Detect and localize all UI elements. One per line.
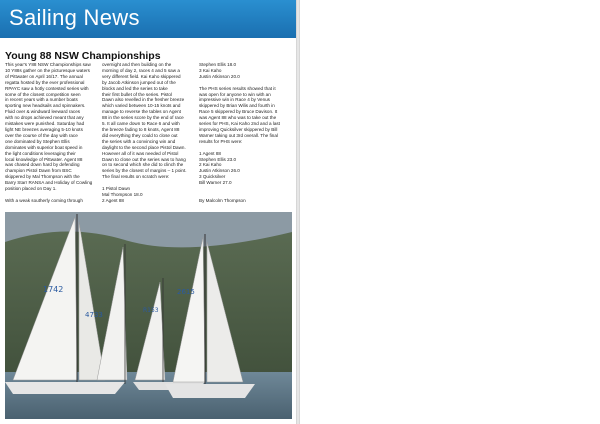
text-line: Justin Atkinson 20.0: [199, 73, 240, 79]
text-line: improving Quicksilver skippered by Bill: [199, 126, 278, 132]
banner-title: Sailing News: [9, 5, 140, 30]
text-line: on to second which she did to clinch the: [102, 162, 184, 168]
text-line: the series with a convincing win and: [102, 138, 176, 144]
text-line: light NE breezes averaging 5-10 knots: [5, 126, 83, 132]
text-line: was open for anyone to win with an: [199, 91, 271, 97]
text-line: 88 in the series score by the end of race: [102, 115, 184, 121]
text-line: sporting new headsails and spinnakers.: [5, 103, 86, 109]
right-page: [300, 0, 600, 424]
text-line: 1 Agent 88: [199, 150, 221, 156]
text-line: Mal Thompson 18.0: [102, 191, 143, 197]
text-line: 10 Y88s gather on the picturesque waters: [5, 67, 90, 73]
text-line: Dawn also revelled in the fresher breeze: [102, 97, 185, 103]
text-line: the light conditions leveraging their: [5, 150, 76, 156]
text-line: 2 Kai Kaho: [199, 162, 222, 168]
text-line: blocks and led the series to take: [102, 85, 168, 91]
text-line: regatta hosted by the ever professional: [5, 79, 85, 85]
text-line: The final results on scratch were:: [102, 174, 170, 180]
text-line: by Jacob Atkinson jumped out of the: [102, 79, 176, 85]
text-line: Stephen Ellis 18.0: [199, 62, 237, 67]
text-line: series for PHS, Kai Kaho 2nd and a last: [199, 121, 280, 127]
text-line: 1 Pistol Dawn: [102, 186, 131, 192]
left-page: [0, 0, 296, 424]
text-line: Dawn to close out the series was to hang: [102, 156, 186, 162]
text-line: By Malcolm Thompson: [199, 197, 246, 203]
text-line: over the course of the day with race: [5, 132, 78, 138]
article-column-1: [5, 62, 97, 204]
text-line: series by the closest of margins – 1 point.: [102, 168, 187, 174]
text-line: 5. It all came down to Race 6 and with: [102, 121, 180, 127]
text-line: impressive win in Race 4 by Venus: [199, 97, 270, 103]
article-column-3: [199, 62, 291, 204]
text-line: their first bullet of the series. Pistol: [102, 91, 172, 97]
text-line: which varied between 10-15 knots and: [102, 103, 181, 109]
text-line: Justin Atkinson 26.0: [199, 168, 240, 174]
text-line: 2 Agent 88: [102, 197, 124, 203]
text-line: With a weak southerly coming through: [5, 197, 83, 203]
text-line: This year's Y88 NSW Championships saw: [5, 62, 91, 67]
text-line: RPAYC saw a hotly contested series with: [5, 85, 89, 91]
text-line: the breeze fading to 8 knots, Agent 88: [102, 126, 180, 132]
text-line: with no drops achieved meant that any: [5, 115, 84, 121]
text-line: local knowledge of Pittwater. Agent 88: [5, 156, 83, 162]
sail-number-2: 4733: [85, 311, 103, 319]
y88-racing-photo: [5, 212, 292, 419]
text-line: position placed on Day 1.: [5, 186, 57, 192]
text-line: Barry Starr RANSA and Holiday of Cowling: [5, 180, 93, 186]
text-line: morning of day 2, races 4 and 5 saw a: [102, 67, 180, 73]
text-line: However all of it was needed of Pistol: [102, 150, 179, 156]
article-headline-y88: Young 88 NSW Championships: [5, 50, 161, 62]
text-line: dominates with superior boat speed in: [5, 144, 83, 150]
text-line: overnight and then building on the: [102, 62, 172, 67]
text-line: one dominated by Stephen Ellis: [5, 138, 70, 144]
text-line: daylight to the second place Pistol Dawn.: [102, 144, 186, 150]
text-line: Race 5 skippered by Bruce Davison. It: [199, 109, 278, 115]
text-line: results for PHS were:: [199, 138, 243, 144]
text-line: was Agent 88 who was to take out the: [199, 115, 277, 121]
section-banner: [0, 0, 296, 38]
text-line: Bill Warner 27.0: [199, 180, 232, 186]
text-line: skippered by Mal Thompson with the: [5, 174, 80, 180]
text-line: some of the closest competition seen: [5, 91, 81, 97]
text-line: 3 Quicksilver: [199, 174, 226, 180]
sail-number-3: R153: [143, 307, 159, 314]
text-line: Warner taking out 3rd overall. The final: [199, 132, 278, 138]
sail-number-1: 1742: [43, 285, 64, 294]
text-line: 3 Kai Kaho: [199, 67, 222, 73]
text-line: of Pittwater on April 16/17. The annual: [5, 73, 83, 79]
text-line: manage to reverse the tables on Agent: [102, 109, 181, 115]
text-line: mistakes were punished. Saturday had: [5, 121, 85, 127]
article-column-2: [102, 62, 194, 204]
text-line: The PHS series results showed that it: [199, 85, 276, 91]
text-line: was chased down hard by defending: [5, 162, 80, 168]
text-line: in recent years with a number boats: [5, 97, 78, 103]
text-line: champion Pistol Dawn from BSC: [5, 168, 72, 174]
text-line: did everything they could to close out: [102, 132, 178, 138]
text-line: skippered by Brian Wilis and fourth in: [199, 103, 275, 109]
sail-number-4: 2615: [177, 288, 195, 296]
text-line: Fluid over & windward leeward races: [5, 109, 81, 115]
text-line: Stephen Ellis 23.0: [199, 156, 237, 162]
text-line: very different field. Kai Kaho skippered: [102, 73, 181, 79]
